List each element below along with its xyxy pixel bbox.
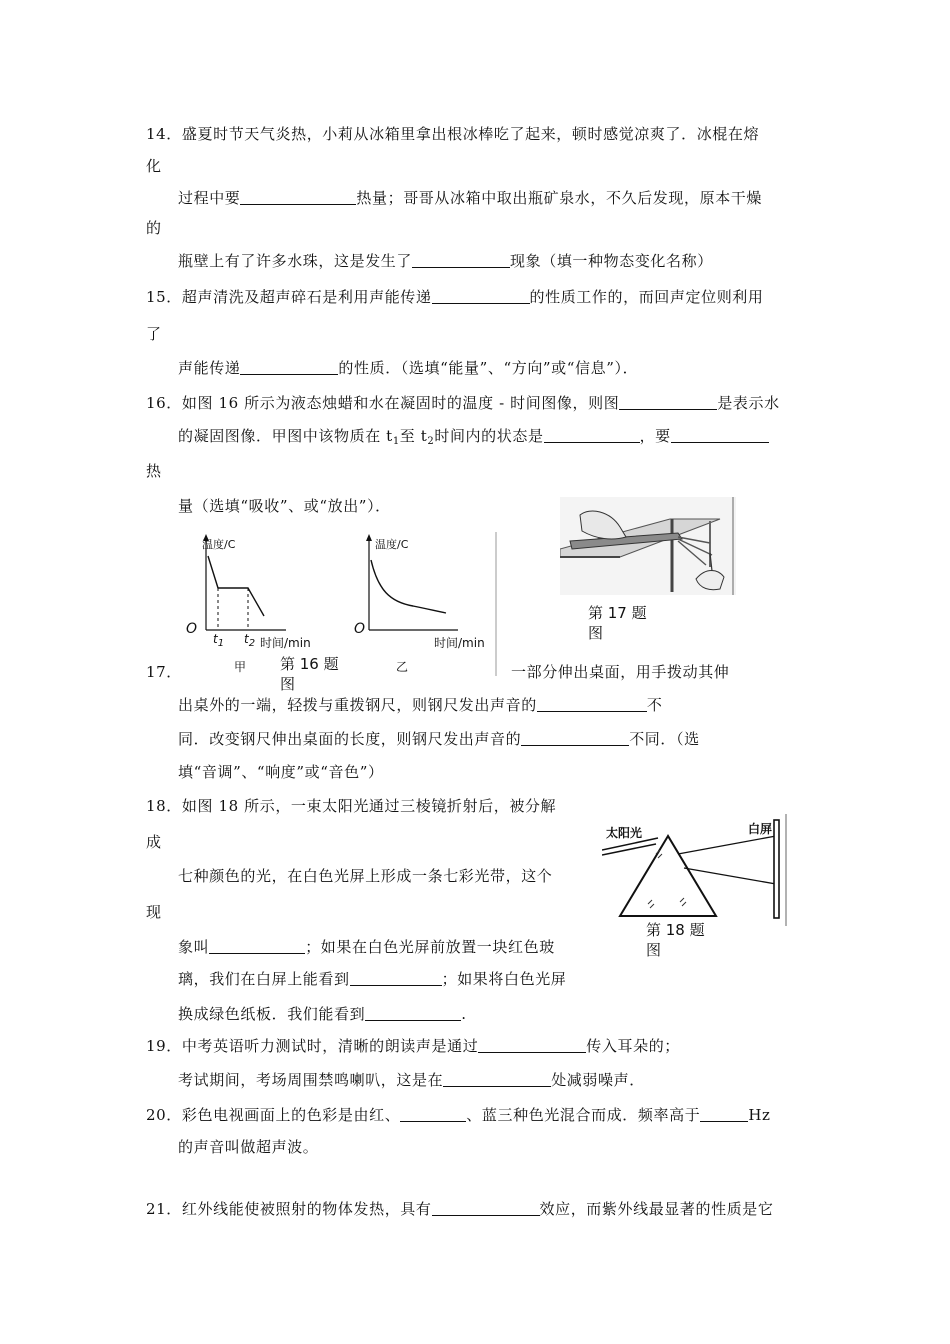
q20-number: 20． <box>146 1106 182 1124</box>
q18-line5: 换成绿色纸板．我们能看到 . <box>178 1005 467 1023</box>
q18-blank-2[interactable] <box>350 970 442 986</box>
q14-line3: 瓶壁上有了许多水珠，这是发生了 现象（填一种物态变化名称） <box>178 252 713 270</box>
q18-line1-wrap: 成 <box>146 833 162 851</box>
figure-18-sun-label: 太阳光 <box>606 826 643 840</box>
graph-a-curve <box>208 556 264 616</box>
q16-line2-wrap: 热 <box>146 462 162 480</box>
q15-number: 15． <box>146 288 182 306</box>
figure-17-caption-2: 图 <box>588 624 604 642</box>
graph-a-name: 甲 <box>234 660 247 674</box>
q17-number: 17． <box>146 663 182 681</box>
q19-number: 19． <box>146 1037 182 1055</box>
graph-a-origin: O <box>186 621 198 637</box>
q17-line4: 填“音调”、“响度”或“音色”） <box>178 763 384 781</box>
q21-blank-1[interactable] <box>432 1200 540 1216</box>
q17-line1-text: 一部分伸出桌面，用手拨动其伸 <box>511 663 730 681</box>
q18-line3: 象叫 ；如果在白色光屏前放置一块红色玻 <box>178 938 555 956</box>
figure-16 <box>168 530 498 693</box>
q18-line4: 璃，我们在白屏上能看到 ；如果将白色光屏 <box>178 970 567 988</box>
q18-line2: 七种颜色的光，在白色光屏上形成一条七彩光带，这个 <box>178 867 553 885</box>
q18-blank-3[interactable] <box>365 1005 461 1021</box>
q20-line2: 的声音叫做超声波。 <box>178 1138 319 1156</box>
figure-17-illustration <box>560 497 736 597</box>
graph-b-origin: O <box>354 621 366 637</box>
q15-blank-1[interactable] <box>432 288 530 304</box>
q16-number: 16． <box>146 394 182 412</box>
q18-line2-wrap: 现 <box>146 903 162 921</box>
figure-17-caption-1: 第 17 题 <box>588 604 647 622</box>
q16-blank-1[interactable] <box>619 394 717 410</box>
graph-b-curve <box>371 560 446 613</box>
q14-line2-wrap: 的 <box>146 219 162 237</box>
figure-18-screen-label: 白屏 <box>748 822 773 836</box>
q21-number: 21． <box>146 1200 182 1218</box>
q14-line1: 14．盛夏时节天气炎热，小莉从冰箱里拿出根冰棒吃了起来，顿时感觉凉爽了．冰棍在熔 <box>146 125 760 143</box>
graph-b-xlabel: 时间/min <box>434 636 485 650</box>
graph-a-ylabel: 温度/C <box>202 538 236 551</box>
graph-b-ylabel: 温度/C <box>375 538 409 551</box>
figure-18-caption-2: 图 <box>646 941 662 959</box>
q20-blank-2[interactable] <box>700 1106 748 1122</box>
q16-line1: 16．如图 16 所示为液态烛蜡和水在凝固时的温度 - 时间图像，则图 是表示水 <box>146 394 780 412</box>
q16-blank-3[interactable] <box>671 427 769 443</box>
q15-line2: 声能传递 的性质．（选填“能量”、“方向”或“信息”）． <box>178 359 639 377</box>
q21-line1: 21．红外线能使被照射的物体发热，具有 效应，而紫外线最显著的性质是它 <box>146 1200 774 1218</box>
graph-a-t1-label: $t_1$ <box>213 632 225 649</box>
q19-blank-2[interactable] <box>443 1071 551 1087</box>
q18-number: 18． <box>146 797 182 815</box>
q17-line2: 出桌外的一端，轻拨与重拨钢尺，则钢尺发出声音的 不 <box>178 696 663 714</box>
q17-line3: 同．改变钢尺伸出桌面的长度，则钢尺发出声音的 不同．（选 <box>178 730 700 748</box>
q19-line1: 19．中考英语听力测试时，清晰的朗读声是通过 传入耳朵的； <box>146 1037 680 1055</box>
q17-line1 <box>146 662 182 682</box>
q15-line1-wrap: 了 <box>146 325 162 343</box>
white-screen <box>774 820 779 918</box>
q15-line1: 15．超声清洗及超声碎石是利用声能传递 的性质工作的，而回声定位则利用 <box>146 288 764 306</box>
graph-a-xlabel: 时间/min <box>260 636 311 650</box>
q20-blank-1[interactable] <box>400 1106 466 1122</box>
q17-blank-2[interactable] <box>521 730 629 746</box>
q17-blank-1[interactable] <box>537 696 647 712</box>
q14-line2: 过程中要 热量；哥哥从冰箱中取出瓶矿泉水，不久后发现，原本干燥 <box>178 189 763 207</box>
figure-17 <box>560 497 736 647</box>
figure-18-caption-1: 第 18 题 <box>646 921 705 939</box>
graph-a-t2-label: $t_2$ <box>244 632 256 649</box>
q14-line1-wrap: 化 <box>146 157 162 175</box>
q14-blank-2[interactable] <box>412 252 510 268</box>
figure-16-caption-2: 图 <box>280 675 296 693</box>
figure-18 <box>602 814 788 964</box>
q16-line2: 的凝固图像．甲图中该物质在 $t_1$至 $t_2$时间内的状态是 ，要 <box>178 426 769 452</box>
q16-blank-2[interactable] <box>544 427 640 443</box>
q14-blank-1[interactable] <box>240 189 356 205</box>
q20-line1: 20．彩色电视画面上的色彩是由红、 、蓝三种色光混合而成．频率高于 Hz <box>146 1106 771 1124</box>
q19-blank-1[interactable] <box>478 1037 586 1053</box>
q14-number: 14． <box>146 125 182 143</box>
figure-16-caption-1: 第 16 题 <box>280 655 339 673</box>
q16-line3: 量（选填“吸收”、或“放出”）． <box>178 497 391 515</box>
q15-blank-2[interactable] <box>240 359 338 375</box>
q18-line1: 18．如图 18 所示，一束太阳光通过三棱镜折射后，被分解 <box>146 797 557 815</box>
q18-blank-1[interactable] <box>209 938 305 954</box>
graph-b-name: 乙 <box>396 660 409 674</box>
q19-line2: 考试期间，考场周围禁鸣喇叭，这是在 处减弱噪声． <box>178 1071 645 1089</box>
